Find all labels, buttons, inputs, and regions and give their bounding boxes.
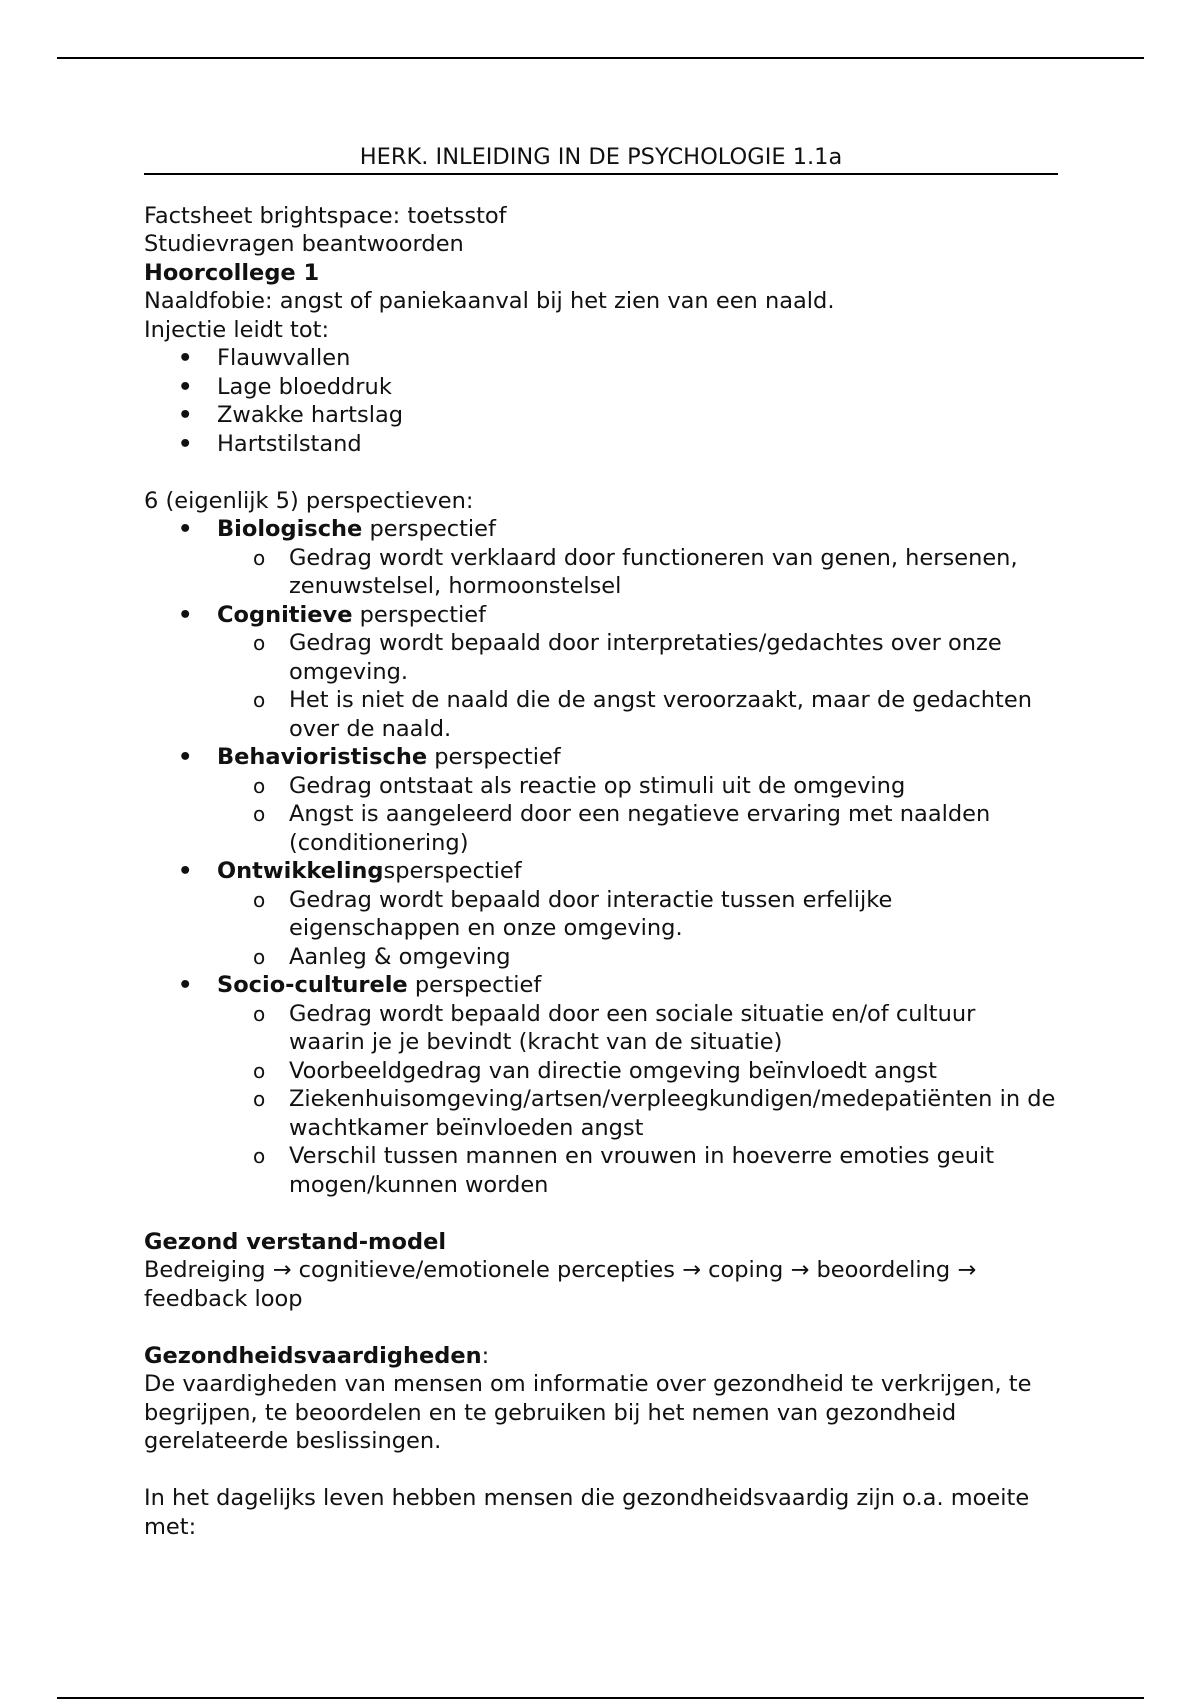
perspectives-list [144,515,1058,1199]
perspective-name: Behavioristische [217,744,428,770]
spacer [144,1313,1058,1342]
list-item: o Gedrag ontstaat als reactie op stimuli uit de omgeving [217,772,1058,801]
list-item: o Gedrag wordt bepaald door interactie tussen erfelijke eigenschappen en onze omgeving. [217,886,1058,943]
perspective-suffix: sperspectief [383,858,522,884]
skills-daily-life: In het dagelijks leven hebben mensen die gezondheidsvaardig zijn o.a. moeite met: [144,1485,1030,1540]
spacer [144,1199,1058,1228]
list-item: • Zwakke hartslag [144,401,1058,430]
perspective-points [217,1000,1058,1200]
list-item: • Hartstilstand [144,430,1058,459]
model-text: Bedreiging → cognitieve/emotionele percepties → coping → beoordeling → feedback loop [144,1257,977,1312]
list-item: o Verschil tussen mannen en vrouwen in hoeverre emoties geuit mogen/kunnen worden [217,1142,1058,1199]
injection-effects-list [144,344,1058,458]
intro-line: Studievragen beantwoorden [144,231,464,257]
perspective-points [217,772,1058,858]
list-item: o Gedrag wordt bepaald door interpretaties/gedachtes over onze omgeving. [217,629,1058,686]
model-heading: Gezond verstand-model [144,1228,447,1255]
perspective-suffix: perspectief [352,601,487,628]
intro-line: Factsheet brightspace: toetsstof [144,202,507,229]
spacer [144,1456,1058,1485]
page-top-rule [57,57,1144,59]
perspective-points [217,544,1058,601]
skills-heading-line [144,1342,1058,1371]
page-bottom-rule [57,1697,1144,1699]
list-item: • Flauwvallen [144,344,1058,373]
perspective-item [144,601,1058,744]
perspective-item [144,857,1058,971]
perspective-suffix: perspectief [407,972,542,998]
perspective-item [144,743,1058,857]
skills-heading-suffix: : [481,1342,490,1369]
list-item: o Voorbeeldgedrag van directie omgeving beïnvloedt angst [217,1057,1058,1086]
list-item: o Het is niet de naald die de angst veroorzaakt, maar de gedachten over de naald. [217,686,1058,743]
perspective-name: Biologische [217,516,363,542]
list-item: • Lage bloeddruk [144,373,1058,402]
perspective-item [144,971,1058,1199]
list-item: o Aanleg & omgeving [217,943,1058,972]
lecture-heading: Hoorcollege 1 [144,259,320,286]
perspective-points [217,886,1058,972]
injection-lead: Injectie leidt tot: [144,316,330,343]
document-body [144,143,1058,1541]
list-item: o Gedrag wordt bepaald door een sociale situatie en/of cultuur waarin je je bevindt (kracht van de situatie) [217,1000,1058,1057]
perspective-name: Cognitieve [217,601,353,628]
perspective-name: Socio-culturele [217,972,408,998]
document-title: HERK. INLEIDING IN DE PSYCHOLOGIE 1.1a [144,143,1058,175]
list-item: o Ziekenhuisomgeving/artsen/verpleegkundigen/medepatiënten in de wachtkamer beïnvloeden angst [217,1085,1058,1142]
perspective-item [144,515,1058,601]
perspective-name: Ontwikkeling [217,858,384,884]
list-item: o Angst is aangeleerd door een negatieve ervaring met naalden (conditionering) [217,800,1058,857]
skills-definition: De vaardigheden van mensen om informatie over gezondheid te verkrijgen, te begrijpen, te beoordelen en te gebruiken bij het nemen van gezondheid gerelateerde beslissingen. [144,1371,1032,1454]
perspective-suffix: perspectief [362,516,496,542]
perspective-points [217,629,1058,743]
perspective-suffix: perspectief [427,744,561,770]
needle-phobia-definition: Naaldfobie: angst of paniekaanval bij het zien van een naald. [144,288,835,314]
skills-heading: Gezondheidsvaardigheden [144,1342,482,1369]
spacer [144,458,1058,487]
perspectives-intro: 6 (eigenlijk 5) perspectieven: [144,487,474,514]
list-item: o Gedrag wordt verklaard door functioneren van genen, hersenen, zenuwstelsel, hormoonstelsel [217,544,1058,601]
